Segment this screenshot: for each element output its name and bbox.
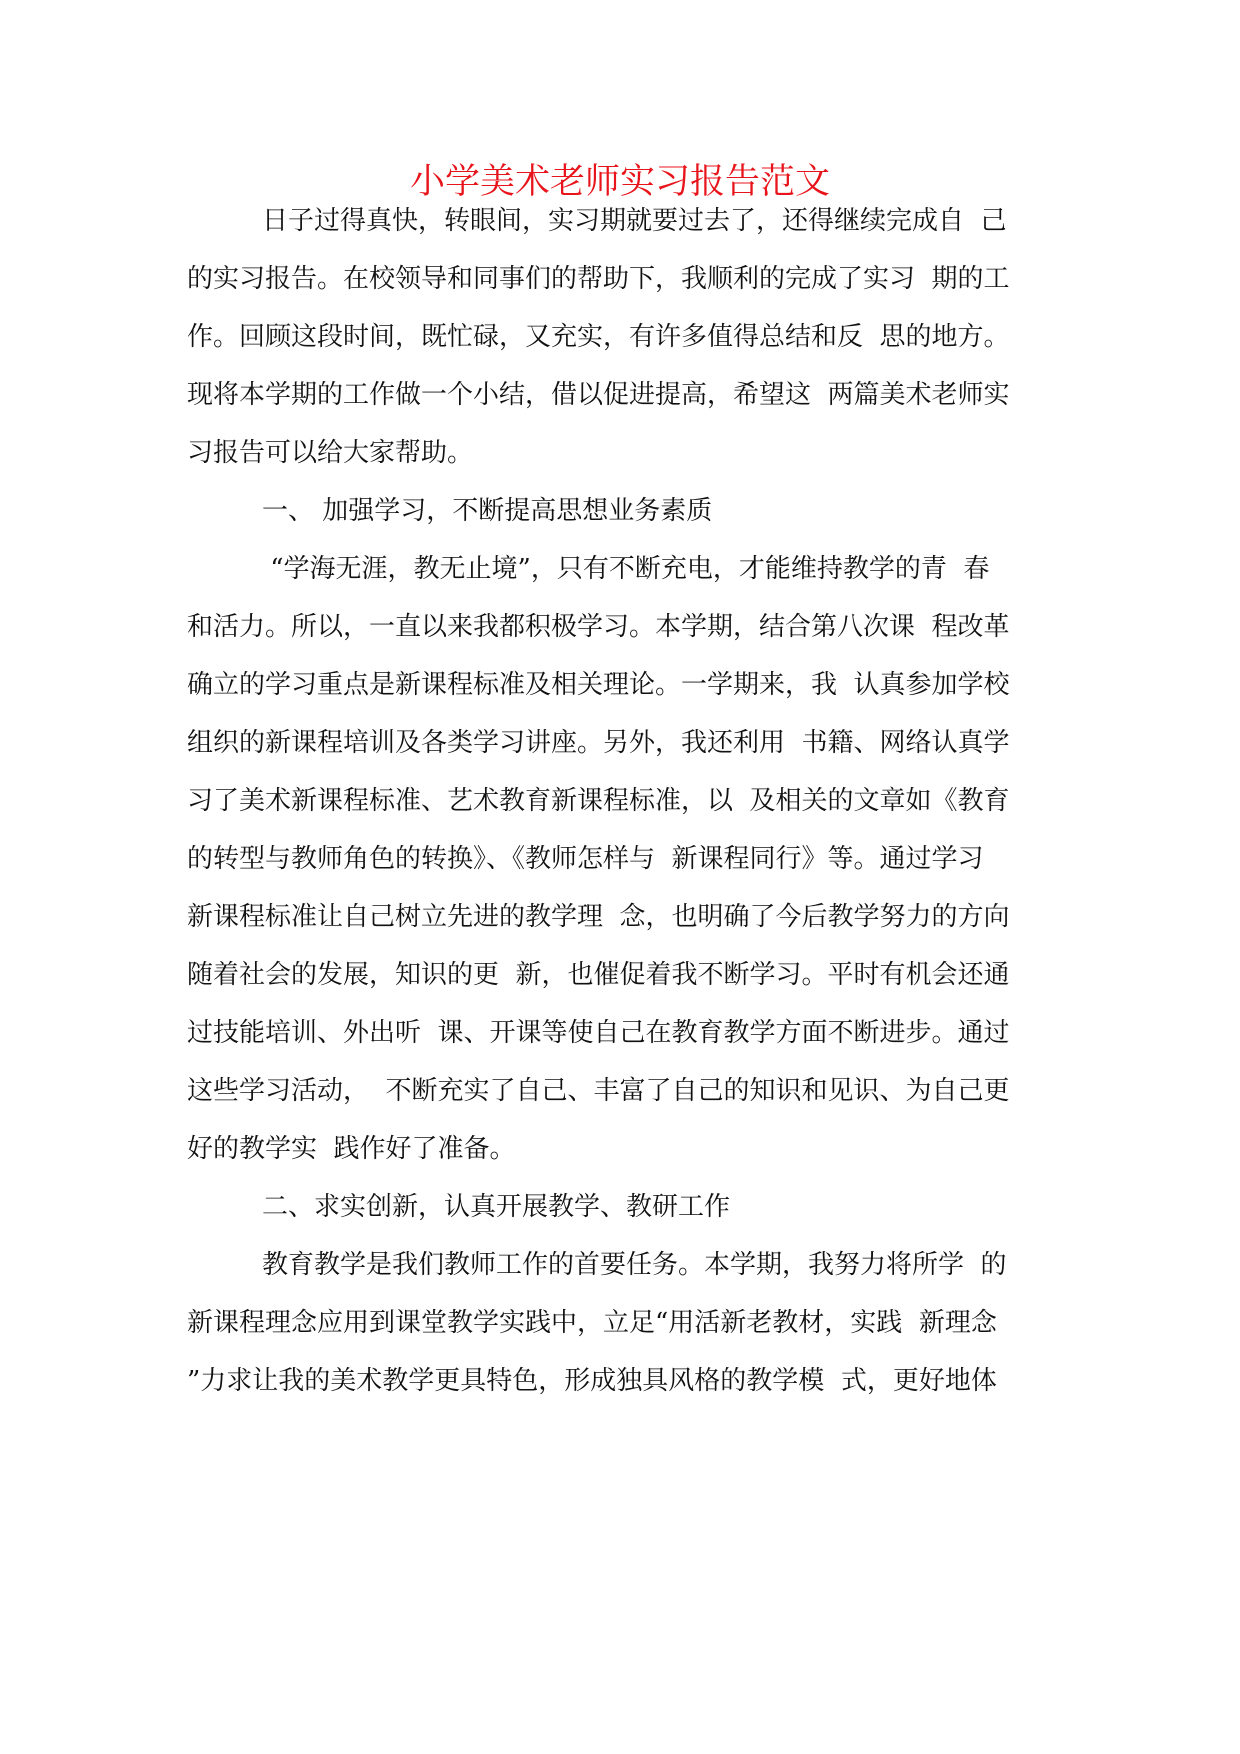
- paragraph-line: 日子过得真快，转眼间，实习期就要过去了，还得继续完成自 己: [262, 206, 1007, 236]
- paragraph-line: 随着社会的发展，知识的更 新，也催促着我不断学习。平时有机会还通: [187, 960, 1010, 990]
- section-heading-1: 一、 加强学习，不断提高思想业务素质: [262, 496, 713, 526]
- paragraph-line: 新课程标准让自己树立先进的教学理 念，也明确了今后教学努力的方向: [187, 902, 1010, 932]
- paragraph-line: 现将本学期的工作做一个小结，借以促进提高，希望这 两篇美术老师实: [187, 380, 1010, 410]
- section-heading-2: 二、求实创新，认真开展教学、教研工作: [262, 1192, 731, 1222]
- document-title: 小学美术老师实习报告范文: [409, 162, 830, 202]
- paragraph-line: 和活力。所以，一直以来我都积极学习。本学期，结合第八次课 程改革: [187, 612, 1010, 642]
- paragraph-line: “学海无涯，教无止境”，只有不断充电，才能维持教学的青 春: [262, 554, 990, 584]
- paragraph-line: 组织的新课程培训及各类学习讲座。另外，我还利用 书籍、网络认真学: [187, 728, 1010, 758]
- paragraph-line: 习了美术新课程标准、艺术教育新课程标准，以 及相关的文章如《教育: [187, 786, 1010, 816]
- paragraph-line: 作。回顾这段时间，既忙碌，又充实，有许多值得总结和反 思的地方。: [187, 322, 1010, 352]
- paragraph-line: 习报告可以给大家帮助。: [187, 438, 474, 468]
- paragraph-line: ”力求让我的美术教学更具特色，形成独具风格的教学模 式，更好地体: [187, 1366, 997, 1396]
- paragraph-line: 好的教学实 践作好了准备。: [187, 1134, 516, 1164]
- paragraph-line: 过技能培训、外出听 课、开课等使自己在教育教学方面不断进步。通过: [187, 1018, 1010, 1048]
- paragraph-line: 的实习报告。在校领导和同事们的帮助下，我顺利的完成了实习 期的工: [187, 264, 1010, 294]
- paragraph-line: 的转型与教师角色的转换》、《教师怎样与 新课程同行》等。通过学习: [187, 844, 984, 874]
- paragraph-line: 新课程理念应用到课堂教学实践中，立足“用活新老教材，实践 新理念: [187, 1308, 997, 1338]
- paragraph-line: 确立的学习重点是新课程标准及相关理论。一学期来，我 认真参加学校: [187, 670, 1010, 700]
- paragraph-line: 教育教学是我们教师工作的首要任务。本学期，我努力将所学 的: [262, 1250, 1007, 1280]
- paragraph-line: 这些学习活动， 不断充实了自己、丰富了自己的知识和见识、为自己更: [187, 1076, 1010, 1106]
